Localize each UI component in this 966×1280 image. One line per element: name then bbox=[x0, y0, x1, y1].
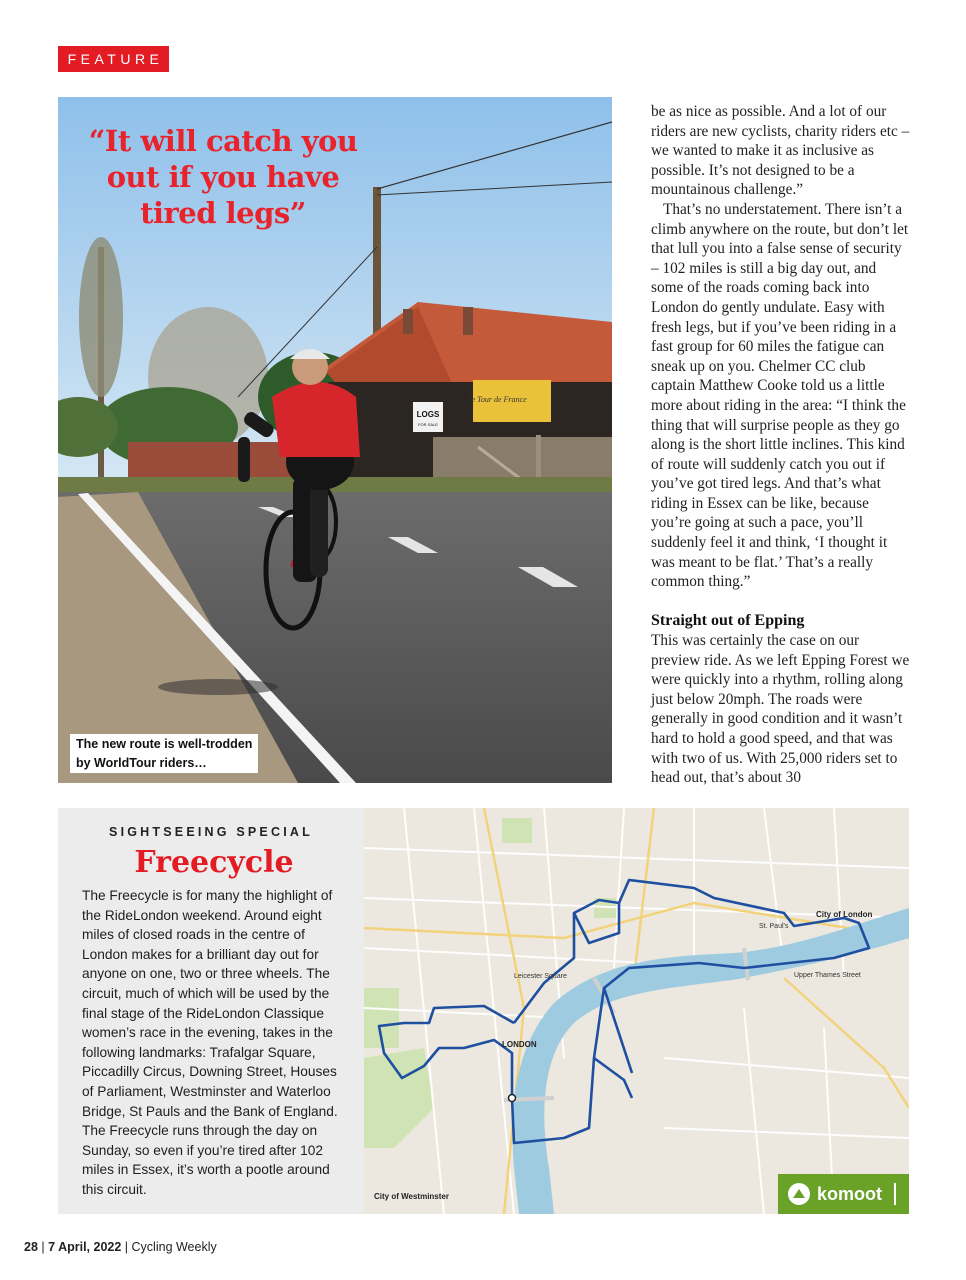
route-map bbox=[364, 808, 909, 1214]
komoot-divider bbox=[894, 1183, 896, 1205]
map-label-upper-thames-street: Upper Thames Street bbox=[794, 972, 861, 979]
photo-caption bbox=[70, 734, 258, 773]
sidebar-body: The Freecycle is for many the highlight of the RideLondon weekend. Around eight miles of closed roads in the centre of London makes for a brilliant day out for anyone on one, two or three wheels. The circuit, much of which will be used by the final stage of the RideLondon Classique women’s race in the evening, takes in the following landmarks: Trafalgar Square, Piccadilly Circus, Downing Street, Houses of Parliament, Westminster and Waterloo Bridge, St Pauls and the Bank of England. The Freecycle runs through the day on Sunday, so even if you’re tired after 102 miles in Essex, it’s worth a pootle around this circuit. bbox=[82, 888, 338, 1197]
body-paragraph-1: be as nice as possible. And a lot of our riders are new cyclists, charity riders etc – we wanted to make it as inclusive as possible. It’s not designed to be a mountainous challenge.” bbox=[651, 103, 910, 199]
shed-sign-small-text: FOR SALE bbox=[418, 422, 438, 427]
map-label-leicester-square: Leicester Square bbox=[514, 973, 567, 980]
map-label-city-of-london: City of London bbox=[816, 910, 873, 919]
feature-photo bbox=[58, 97, 612, 783]
sidebar-kicker: SIGHTSEEING SPECIAL bbox=[109, 825, 313, 839]
page-folio bbox=[24, 1240, 217, 1254]
komoot-badge bbox=[778, 1174, 909, 1214]
body-paragraph-3: This was certainly the case on our preview ride. As we left Epping Forest we were quickly into a rhythm, rolling along just below 20mph. The roads were generally in good condition and it wasn’t hard to hold a good speed, and that was with two of us. With 25,000 riders set to head out, that’s about 30 bbox=[651, 632, 910, 787]
folio-separator-2: | bbox=[124, 1240, 132, 1254]
komoot-logo-icon bbox=[788, 1183, 810, 1205]
sidebar-box bbox=[58, 808, 364, 1214]
map-label-city-of-westminster: City of Westminster bbox=[374, 1192, 449, 1201]
folio-publication: Cycling Weekly bbox=[131, 1240, 217, 1254]
komoot-wordmark: komoot bbox=[817, 1183, 882, 1204]
folio-separator-1: | bbox=[41, 1240, 49, 1254]
folio-page-number: 28 bbox=[24, 1240, 38, 1254]
sidebar-title: Freecycle bbox=[134, 845, 294, 880]
article-body bbox=[651, 102, 911, 788]
photo-caption-line-2: by WorldTour riders… bbox=[76, 756, 207, 770]
body-paragraph-2: That’s no understatement. There isn’t a climb anywhere on the route, but don’t let that lull you into a false sense of security – 102 miles is still a big day out, and some of the roads coming back into London do gently undulate. Easy with fresh legs, but if you’ve been riding in a fast group for 60 miles the fatigue can sneak up on you. Chelmer CC club captain Matthew Cooke told us a little more about riding in the area: “I think the thing that will surprise people as they go along is the short little inclines. This kind of route will suddenly catch you out if you’ve got tired legs. And that’s what riding in Essex can be like, because you’re going at such a pace, you’ll suddenly feel it and think, ‘I thought it was meant to be flat.’ That’s a really common thing.” bbox=[651, 200, 909, 591]
folio-date: 7 April, 2022 bbox=[48, 1240, 122, 1254]
poster-text: le Tour de France bbox=[469, 395, 527, 404]
photo-caption-line-1: The new route is well-trodden bbox=[76, 737, 253, 751]
pull-quote: “It will catch you out if you have tired legs” bbox=[88, 124, 358, 230]
section-tag: FEATURE bbox=[58, 46, 169, 72]
shed-sign-text: LOGS bbox=[416, 410, 440, 419]
route-map-illustration bbox=[364, 808, 909, 1214]
map-label-st-pauls: St. Paul's bbox=[759, 923, 789, 930]
body-subhead: Straight out of Epping bbox=[651, 612, 805, 630]
map-label-london: LONDON bbox=[502, 1040, 537, 1049]
